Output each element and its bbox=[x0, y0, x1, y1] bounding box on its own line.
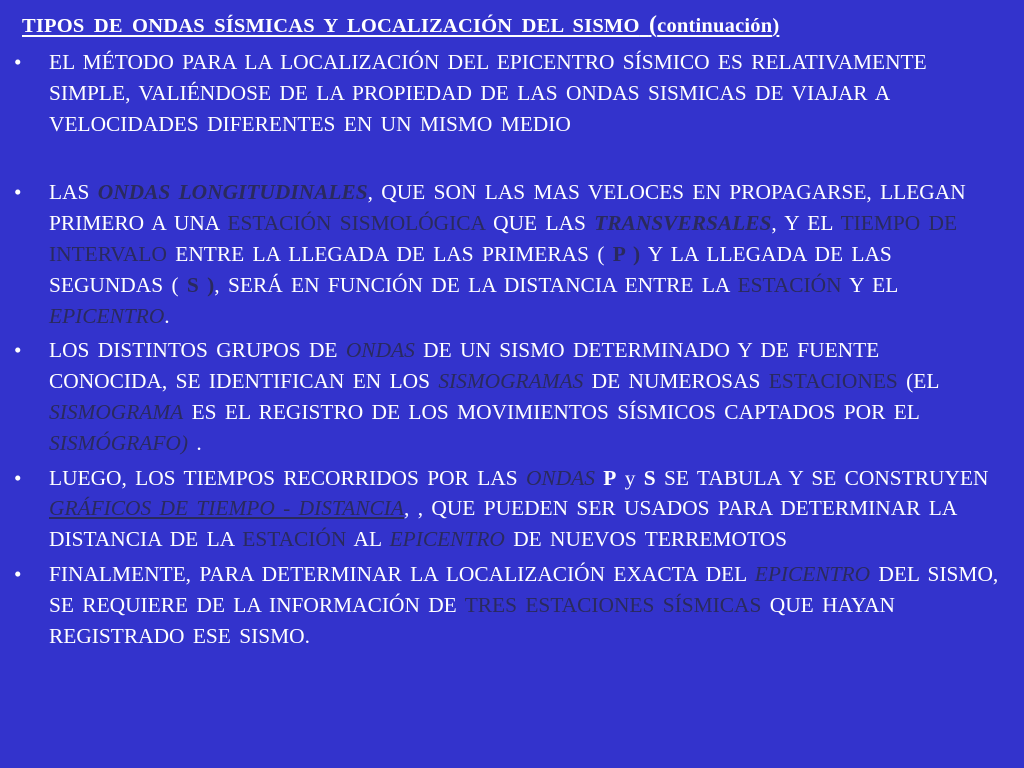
bullet-text bbox=[49, 559, 1004, 651]
text-run: , , QUE PUEDEN SER USADOS PARA DETERMINAR LA DISTANCIA DE LA bbox=[49, 496, 957, 552]
term-seismograms: SISMOGRAMAS bbox=[438, 369, 584, 394]
term-seismological-station: ESTACIÓN SISMOLÓGICA bbox=[227, 211, 485, 236]
term-seismogram: SISMOGRAMA bbox=[49, 399, 184, 424]
term-waves: ONDAS bbox=[525, 465, 595, 490]
title-suffix: continuación bbox=[657, 15, 773, 37]
text-run: , QUE SON LAS MAS VELOCES EN PROPAGARSE, LLEGAN PRIMERO A UNA bbox=[49, 180, 966, 236]
text-run: (EL bbox=[897, 369, 939, 394]
term-transversal-waves: TRANSVERSALES bbox=[594, 211, 772, 236]
bullet-dot: • bbox=[14, 465, 22, 490]
term-epicenter: EPICENTRO bbox=[389, 527, 505, 552]
text-run: ES EL REGISTRO DE LOS MOVIMIENTOS SÍSMICOS CAPTADOS POR EL bbox=[183, 399, 920, 424]
title-paren-open: ( bbox=[648, 12, 658, 38]
text-run: DE UN SISMO DETERMINADO Y DE FUENTE CONOCIDA, SE IDENTIFICAN EN LOS bbox=[49, 338, 880, 394]
term-p-wave: P ) bbox=[612, 241, 641, 266]
bullet-item-three-stations bbox=[14, 559, 1004, 651]
text-run: QUE HAYAN REGISTRADO ESE SISMO. bbox=[49, 592, 895, 648]
text-run: , SERÁ EN FUNCIÓN DE LA DISTANCIA ENTRE LA bbox=[214, 272, 738, 297]
text-run: LUEGO, LOS TIEMPOS RECORRIDOS POR LAS bbox=[49, 465, 526, 490]
term-p: P bbox=[603, 465, 617, 490]
bullet-dot: • bbox=[14, 50, 22, 74]
term-station: ESTACIÓN bbox=[242, 527, 347, 552]
text-run: DEL SISMO, SE REQUIERE DE LA INFORMACIÓN DE bbox=[49, 561, 999, 617]
text-run: Y LA LLEGADA DE LAS SEGUNDAS ( bbox=[49, 241, 892, 297]
term-longitudinal-waves: ONDAS LONGITUDINALES bbox=[97, 180, 368, 205]
bullet-text bbox=[49, 335, 1004, 458]
text-run: AL bbox=[346, 527, 390, 552]
term-s: S bbox=[643, 465, 656, 490]
bullet-dot: • bbox=[14, 180, 22, 205]
bullet-text bbox=[49, 463, 1004, 555]
title-main: TIPOS DE ONDAS SÍSMICAS Y LOCALIZACIÓN DEL SISMO bbox=[22, 15, 640, 37]
text-run: . bbox=[164, 303, 170, 328]
text-run: DE NUMEROSAS bbox=[583, 369, 769, 394]
term-waves: ONDAS bbox=[345, 338, 415, 363]
text-run: . bbox=[188, 430, 202, 455]
title-paren-close: ) bbox=[772, 15, 780, 37]
text-run: LOS DISTINTOS GRUPOS DE bbox=[49, 338, 346, 363]
text-run: SE TABULA Y SE CONSTRUYEN bbox=[655, 465, 989, 490]
bullet-list bbox=[14, 47, 1004, 651]
term-station: ESTACIÓN bbox=[737, 272, 842, 297]
text-run: LAS bbox=[49, 180, 98, 205]
bullet-item-longitudinal-waves bbox=[14, 177, 1004, 331]
bullet-text: EL MÉTODO PARA LA LOCALIZACIÓN DEL EPICENTRO SÍSMICO ES RELATIVAMENTE SIMPLE, VALIÉNDOSE DE LA PROPIEDAD DE LAS ONDAS SISMICAS DE VIAJAR A VELOCIDADES DIFERENTES EN UN MISMO MEDIO bbox=[49, 50, 927, 136]
term-s-wave: S ) bbox=[186, 272, 215, 297]
term-epicenter: EPICENTRO bbox=[49, 303, 165, 328]
bullet-dot: • bbox=[14, 338, 22, 363]
text-run: y bbox=[616, 465, 644, 490]
text-run: QUE LAS bbox=[484, 211, 595, 236]
bullet-item-method bbox=[14, 47, 1004, 139]
term-three-seismic-stations: TRES ESTACIONES SÍSMICAS bbox=[464, 592, 762, 617]
bullet-text bbox=[49, 177, 1004, 331]
text-run: FINALMENTE, PARA DETERMINAR LA LOCALIZACIÓN EXACTA DEL bbox=[49, 561, 755, 586]
term-time-distance-graphs: GRÁFICOS DE TIEMPO - DISTANCIA bbox=[49, 496, 404, 521]
slide-title bbox=[22, 12, 1004, 39]
bullet-dot: • bbox=[14, 561, 22, 586]
text-run: ENTRE LA LLEGADA DE LAS PRIMERAS ( bbox=[166, 241, 613, 266]
text-run: Y EL bbox=[841, 272, 898, 297]
term-stations: ESTACIONES bbox=[768, 369, 898, 394]
term-seismograph: SISMÓGRAFO) bbox=[49, 430, 188, 455]
text-run: DE NUEVOS TERREMOTOS bbox=[504, 527, 787, 552]
bullet-item-wave-groups bbox=[14, 335, 1004, 458]
bullet-item-time-distance bbox=[14, 463, 1004, 555]
term-epicenter: EPICENTRO bbox=[754, 561, 871, 586]
text-run: , Y EL bbox=[771, 211, 841, 236]
term-interval-time: TIEMPO DE INTERVALO bbox=[49, 211, 958, 266]
